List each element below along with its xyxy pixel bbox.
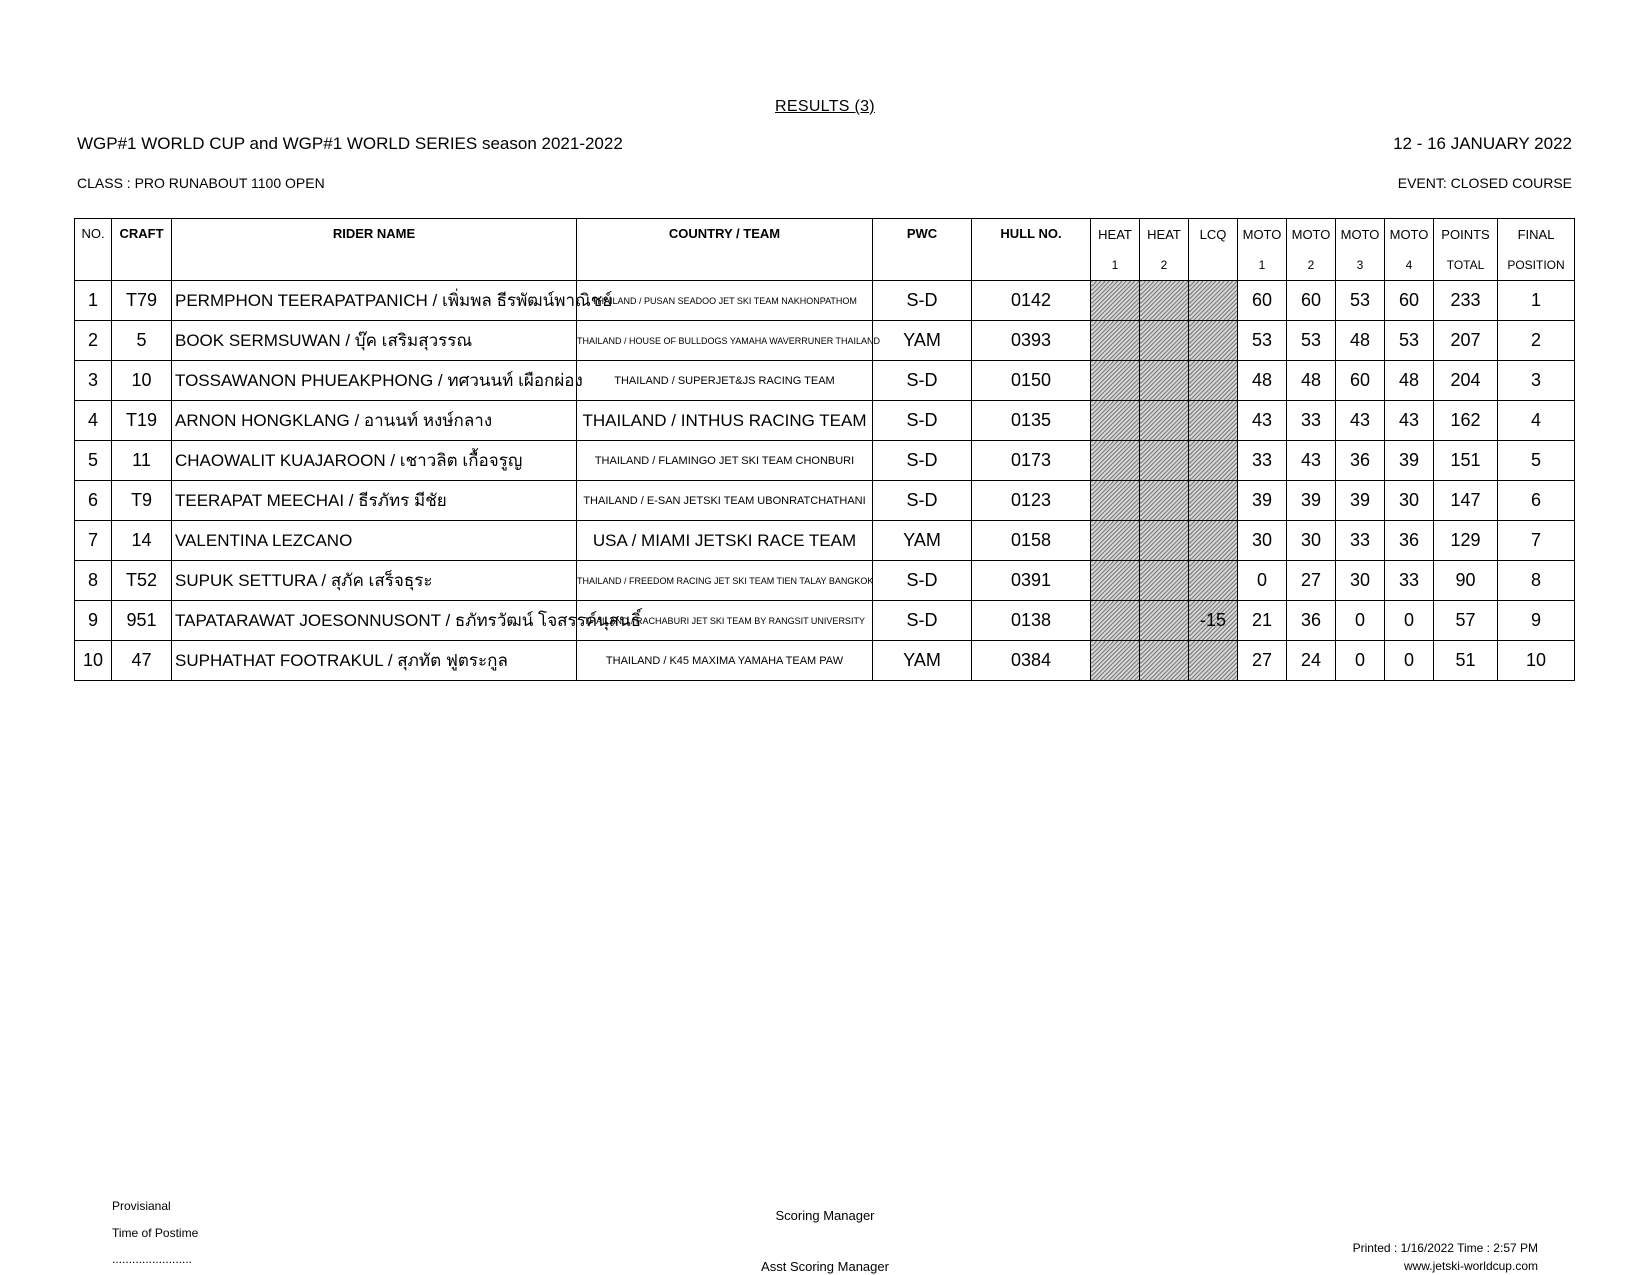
event-type: EVENT: CLOSED COURSE bbox=[1397, 175, 1572, 191]
cell-final-position: 8 bbox=[1498, 561, 1575, 601]
cell-moto3: 36 bbox=[1336, 441, 1385, 481]
col-header-points: POINTS bbox=[1434, 219, 1498, 250]
col-header-heat2: HEAT bbox=[1140, 219, 1189, 250]
cell-moto2: 36 bbox=[1287, 601, 1336, 641]
cell-pwc: YAM bbox=[873, 321, 972, 361]
cell-points-total: 233 bbox=[1434, 281, 1498, 321]
cell-moto2: 53 bbox=[1287, 321, 1336, 361]
cell-moto3: 39 bbox=[1336, 481, 1385, 521]
cell-moto2: 43 bbox=[1287, 441, 1336, 481]
cell-heat1 bbox=[1091, 401, 1140, 441]
table-row bbox=[75, 561, 1575, 601]
col-subheader-points: TOTAL bbox=[1434, 250, 1498, 281]
cell-final-position: 3 bbox=[1498, 361, 1575, 401]
cell-hull: 0391 bbox=[972, 561, 1091, 601]
cell-team: THAILAND / HOUSE OF BULLDOGS YAMAHA WAVERRUNER THAILAND bbox=[577, 321, 873, 361]
results-body bbox=[75, 281, 1575, 681]
cell-lcq bbox=[1189, 561, 1238, 601]
cell-final-position: 4 bbox=[1498, 401, 1575, 441]
col-subheader-heat2: 2 bbox=[1140, 250, 1189, 281]
cell-rider: SUPUK SETTURA / สุภัค เสร็จธุระ bbox=[172, 561, 577, 601]
col-header-moto2: MOTO bbox=[1287, 219, 1336, 250]
cell-rider: PERMPHON TEERAPATPANICH / เพิ่มพล ธีรพัฒน์พาณิชย์ bbox=[172, 281, 577, 321]
cell-no: 10 bbox=[75, 641, 112, 681]
cell-team: THAILAND / RACHABURI JET SKI TEAM BY RANGSIT UNIVERSITY bbox=[577, 601, 873, 641]
cell-final-position: 7 bbox=[1498, 521, 1575, 561]
cell-moto3: 60 bbox=[1336, 361, 1385, 401]
cell-moto4: 30 bbox=[1385, 481, 1434, 521]
cell-rider: SUPHATHAT FOOTRAKUL / สุภทัต ฟูตระกูล bbox=[172, 641, 577, 681]
cell-no: 6 bbox=[75, 481, 112, 521]
table-row bbox=[75, 321, 1575, 361]
cell-moto4: 0 bbox=[1385, 601, 1434, 641]
cell-craft: T52 bbox=[112, 561, 172, 601]
cell-craft: 10 bbox=[112, 361, 172, 401]
cell-heat1 bbox=[1091, 321, 1140, 361]
cell-heat1 bbox=[1091, 281, 1140, 321]
cell-heat1 bbox=[1091, 361, 1140, 401]
scoring-manager-label: Scoring Manager bbox=[775, 1208, 875, 1223]
cell-moto4: 53 bbox=[1385, 321, 1434, 361]
cell-moto4: 36 bbox=[1385, 521, 1434, 561]
cell-lcq bbox=[1189, 401, 1238, 441]
col-subheader-moto1: 1 bbox=[1238, 250, 1287, 281]
table-row bbox=[75, 481, 1575, 521]
cell-team: THAILAND / FREEDOM RACING JET SKI TEAM TIEN TALAY BANGKOK bbox=[577, 561, 873, 601]
cell-moto3: 0 bbox=[1336, 601, 1385, 641]
cell-hull: 0150 bbox=[972, 361, 1091, 401]
cell-points-total: 204 bbox=[1434, 361, 1498, 401]
col-subheader-lcq bbox=[1189, 250, 1238, 281]
cell-hull: 0393 bbox=[972, 321, 1091, 361]
cell-final-position: 5 bbox=[1498, 441, 1575, 481]
cell-moto3: 30 bbox=[1336, 561, 1385, 601]
cell-moto1: 33 bbox=[1238, 441, 1287, 481]
cell-heat2 bbox=[1140, 561, 1189, 601]
col-subheader-heat1: 1 bbox=[1091, 250, 1140, 281]
cell-points-total: 90 bbox=[1434, 561, 1498, 601]
cell-lcq bbox=[1189, 481, 1238, 521]
cell-no: 3 bbox=[75, 361, 112, 401]
cell-pwc: S-D bbox=[873, 441, 972, 481]
cell-rider: TAPATARAWAT JOESONNUSONT / ธภัทรวัฒน์ โจสรรค์นุสนธิ์ bbox=[172, 601, 577, 641]
cell-moto4: 39 bbox=[1385, 441, 1434, 481]
signature-line: ........................ bbox=[112, 1252, 193, 1266]
cell-heat1 bbox=[1091, 561, 1140, 601]
col-subheader-final: POSITION bbox=[1498, 250, 1575, 281]
cell-team: THAILAND / FLAMINGO JET SKI TEAM CHONBURI bbox=[577, 441, 873, 481]
cell-heat2 bbox=[1140, 441, 1189, 481]
cell-heat2 bbox=[1140, 521, 1189, 561]
cell-points-total: 57 bbox=[1434, 601, 1498, 641]
cell-moto2: 24 bbox=[1287, 641, 1336, 681]
cell-moto1: 43 bbox=[1238, 401, 1287, 441]
cell-moto4: 33 bbox=[1385, 561, 1434, 601]
cell-moto2: 27 bbox=[1287, 561, 1336, 601]
cell-points-total: 207 bbox=[1434, 321, 1498, 361]
cell-team: THAILAND / E-SAN JETSKI TEAM UBONRATCHATHANI bbox=[577, 481, 873, 521]
cell-moto2: 39 bbox=[1287, 481, 1336, 521]
col-subheader-moto4: 4 bbox=[1385, 250, 1434, 281]
cell-craft: T79 bbox=[112, 281, 172, 321]
cell-final-position: 1 bbox=[1498, 281, 1575, 321]
cell-heat2 bbox=[1140, 481, 1189, 521]
col-header-moto3: MOTO bbox=[1336, 219, 1385, 250]
cell-moto2: 30 bbox=[1287, 521, 1336, 561]
class-label: CLASS : PRO RUNABOUT 1100 OPEN bbox=[77, 175, 325, 191]
cell-moto1: 53 bbox=[1238, 321, 1287, 361]
cell-no: 5 bbox=[75, 441, 112, 481]
cell-pwc: YAM bbox=[873, 641, 972, 681]
cell-heat2 bbox=[1140, 601, 1189, 641]
table-row bbox=[75, 281, 1575, 321]
cell-heat2 bbox=[1140, 641, 1189, 681]
cell-points-total: 51 bbox=[1434, 641, 1498, 681]
cell-team: THAILAND / SUPERJET&JS RACING TEAM bbox=[577, 361, 873, 401]
cell-team: THAILAND / INTHUS RACING TEAM bbox=[577, 401, 873, 441]
cell-lcq bbox=[1189, 361, 1238, 401]
cell-heat1 bbox=[1091, 521, 1140, 561]
cell-points-total: 147 bbox=[1434, 481, 1498, 521]
cell-moto3: 0 bbox=[1336, 641, 1385, 681]
cell-moto2: 48 bbox=[1287, 361, 1336, 401]
table-row bbox=[75, 601, 1575, 641]
cell-team: THAILAND / PUSAN SEADOO JET SKI TEAM NAKHONPATHOM bbox=[577, 281, 873, 321]
cell-pwc: YAM bbox=[873, 521, 972, 561]
table-row bbox=[75, 401, 1575, 441]
table-row bbox=[75, 361, 1575, 401]
cell-heat1 bbox=[1091, 641, 1140, 681]
cell-moto3: 53 bbox=[1336, 281, 1385, 321]
website-link[interactable]: www.jetski-worldcup.com bbox=[1403, 1259, 1538, 1273]
cell-heat2 bbox=[1140, 281, 1189, 321]
cell-no: 4 bbox=[75, 401, 112, 441]
cell-moto1: 21 bbox=[1238, 601, 1287, 641]
time-of-postime-label: Time of Postime bbox=[112, 1226, 199, 1240]
cell-moto2: 60 bbox=[1287, 281, 1336, 321]
cell-rider: ARNON HONGKLANG / อานนท์ หงษ์กลาง bbox=[172, 401, 577, 441]
col-header-team: COUNTRY / TEAM bbox=[577, 219, 873, 281]
cell-moto1: 0 bbox=[1238, 561, 1287, 601]
results-table bbox=[74, 218, 1575, 681]
cell-heat1 bbox=[1091, 481, 1140, 521]
cell-heat2 bbox=[1140, 321, 1189, 361]
col-header-lcq: LCQ bbox=[1189, 219, 1238, 250]
cell-moto3: 43 bbox=[1336, 401, 1385, 441]
cell-lcq bbox=[1189, 321, 1238, 361]
cell-craft: 14 bbox=[112, 521, 172, 561]
cell-lcq bbox=[1189, 641, 1238, 681]
cell-final-position: 2 bbox=[1498, 321, 1575, 361]
col-header-hull: HULL NO. bbox=[972, 219, 1091, 281]
cell-hull: 0173 bbox=[972, 441, 1091, 481]
cell-final-position: 6 bbox=[1498, 481, 1575, 521]
cell-hull: 0142 bbox=[972, 281, 1091, 321]
table-row bbox=[75, 441, 1575, 481]
cell-rider: VALENTINA LEZCANO bbox=[172, 521, 577, 561]
cell-moto3: 33 bbox=[1336, 521, 1385, 561]
cell-moto1: 27 bbox=[1238, 641, 1287, 681]
cell-moto1: 48 bbox=[1238, 361, 1287, 401]
cell-final-position: 10 bbox=[1498, 641, 1575, 681]
cell-no: 9 bbox=[75, 601, 112, 641]
col-header-moto4: MOTO bbox=[1385, 219, 1434, 250]
provisional-label: Provisianal bbox=[112, 1199, 171, 1213]
col-header-heat1: HEAT bbox=[1091, 219, 1140, 250]
cell-craft: T9 bbox=[112, 481, 172, 521]
cell-pwc: S-D bbox=[873, 281, 972, 321]
cell-hull: 0138 bbox=[972, 601, 1091, 641]
cell-hull: 0135 bbox=[972, 401, 1091, 441]
cell-moto1: 60 bbox=[1238, 281, 1287, 321]
event-name: WGP#1 WORLD CUP and WGP#1 WORLD SERIES season 2021-2022 bbox=[77, 134, 623, 153]
cell-points-total: 162 bbox=[1434, 401, 1498, 441]
cell-lcq bbox=[1189, 441, 1238, 481]
cell-craft: T19 bbox=[112, 401, 172, 441]
cell-team: USA / MIAMI JETSKI RACE TEAM bbox=[577, 521, 873, 561]
cell-rider: BOOK SERMSUWAN / บุ๊ค เสริมสุวรรณ bbox=[172, 321, 577, 361]
cell-hull: 0158 bbox=[972, 521, 1091, 561]
table-row bbox=[75, 521, 1575, 561]
cell-hull: 0123 bbox=[972, 481, 1091, 521]
cell-moto4: 60 bbox=[1385, 281, 1434, 321]
cell-heat2 bbox=[1140, 401, 1189, 441]
cell-moto3: 48 bbox=[1336, 321, 1385, 361]
cell-moto4: 48 bbox=[1385, 361, 1434, 401]
col-header-rider: RIDER NAME bbox=[172, 219, 577, 281]
cell-rider: TEERAPAT MEECHAI / ธีรภัทร มีชัย bbox=[172, 481, 577, 521]
cell-moto1: 39 bbox=[1238, 481, 1287, 521]
cell-points-total: 151 bbox=[1434, 441, 1498, 481]
cell-points-total: 129 bbox=[1434, 521, 1498, 561]
event-dates: 12 - 16 JANUARY 2022 bbox=[1393, 134, 1572, 153]
cell-no: 2 bbox=[75, 321, 112, 361]
cell-heat1 bbox=[1091, 441, 1140, 481]
col-header-no: NO. bbox=[75, 219, 112, 281]
cell-moto4: 43 bbox=[1385, 401, 1434, 441]
cell-pwc: S-D bbox=[873, 601, 972, 641]
cell-heat1 bbox=[1091, 601, 1140, 641]
cell-hull: 0384 bbox=[972, 641, 1091, 681]
col-header-final: FINAL bbox=[1498, 219, 1575, 250]
cell-pwc: S-D bbox=[873, 561, 972, 601]
cell-moto1: 30 bbox=[1238, 521, 1287, 561]
cell-pwc: S-D bbox=[873, 361, 972, 401]
col-subheader-moto3: 3 bbox=[1336, 250, 1385, 281]
cell-rider: TOSSAWANON PHUEAKPHONG / ทศวนนท์ เผือกผ่อง bbox=[172, 361, 577, 401]
col-header-moto1: MOTO bbox=[1238, 219, 1287, 250]
col-header-pwc: PWC bbox=[873, 219, 972, 281]
cell-craft: 47 bbox=[112, 641, 172, 681]
col-header-craft: CRAFT bbox=[112, 219, 172, 281]
col-subheader-moto2: 2 bbox=[1287, 250, 1336, 281]
table-row bbox=[75, 641, 1575, 681]
cell-no: 7 bbox=[75, 521, 112, 561]
cell-craft: 5 bbox=[112, 321, 172, 361]
cell-final-position: 9 bbox=[1498, 601, 1575, 641]
cell-rider: CHAOWALIT KUAJAROON / เชาวลิต เกื้อจรูญ bbox=[172, 441, 577, 481]
cell-no: 1 bbox=[75, 281, 112, 321]
cell-craft: 951 bbox=[112, 601, 172, 641]
cell-moto4: 0 bbox=[1385, 641, 1434, 681]
cell-pwc: S-D bbox=[873, 481, 972, 521]
cell-lcq: -15 bbox=[1189, 601, 1238, 641]
cell-moto2: 33 bbox=[1287, 401, 1336, 441]
cell-no: 8 bbox=[75, 561, 112, 601]
cell-pwc: S-D bbox=[873, 401, 972, 441]
cell-heat2 bbox=[1140, 361, 1189, 401]
cell-lcq bbox=[1189, 521, 1238, 561]
cell-lcq bbox=[1189, 281, 1238, 321]
asst-scoring-manager-label: Asst Scoring Manager bbox=[761, 1259, 889, 1274]
cell-craft: 11 bbox=[112, 441, 172, 481]
page-title: RESULTS (3) bbox=[775, 98, 875, 115]
cell-team: THAILAND / K45 MAXIMA YAMAHA TEAM PAW bbox=[577, 641, 873, 681]
printed-timestamp: Printed : 1/16/2022 Time : 2:57 PM bbox=[1352, 1241, 1538, 1255]
